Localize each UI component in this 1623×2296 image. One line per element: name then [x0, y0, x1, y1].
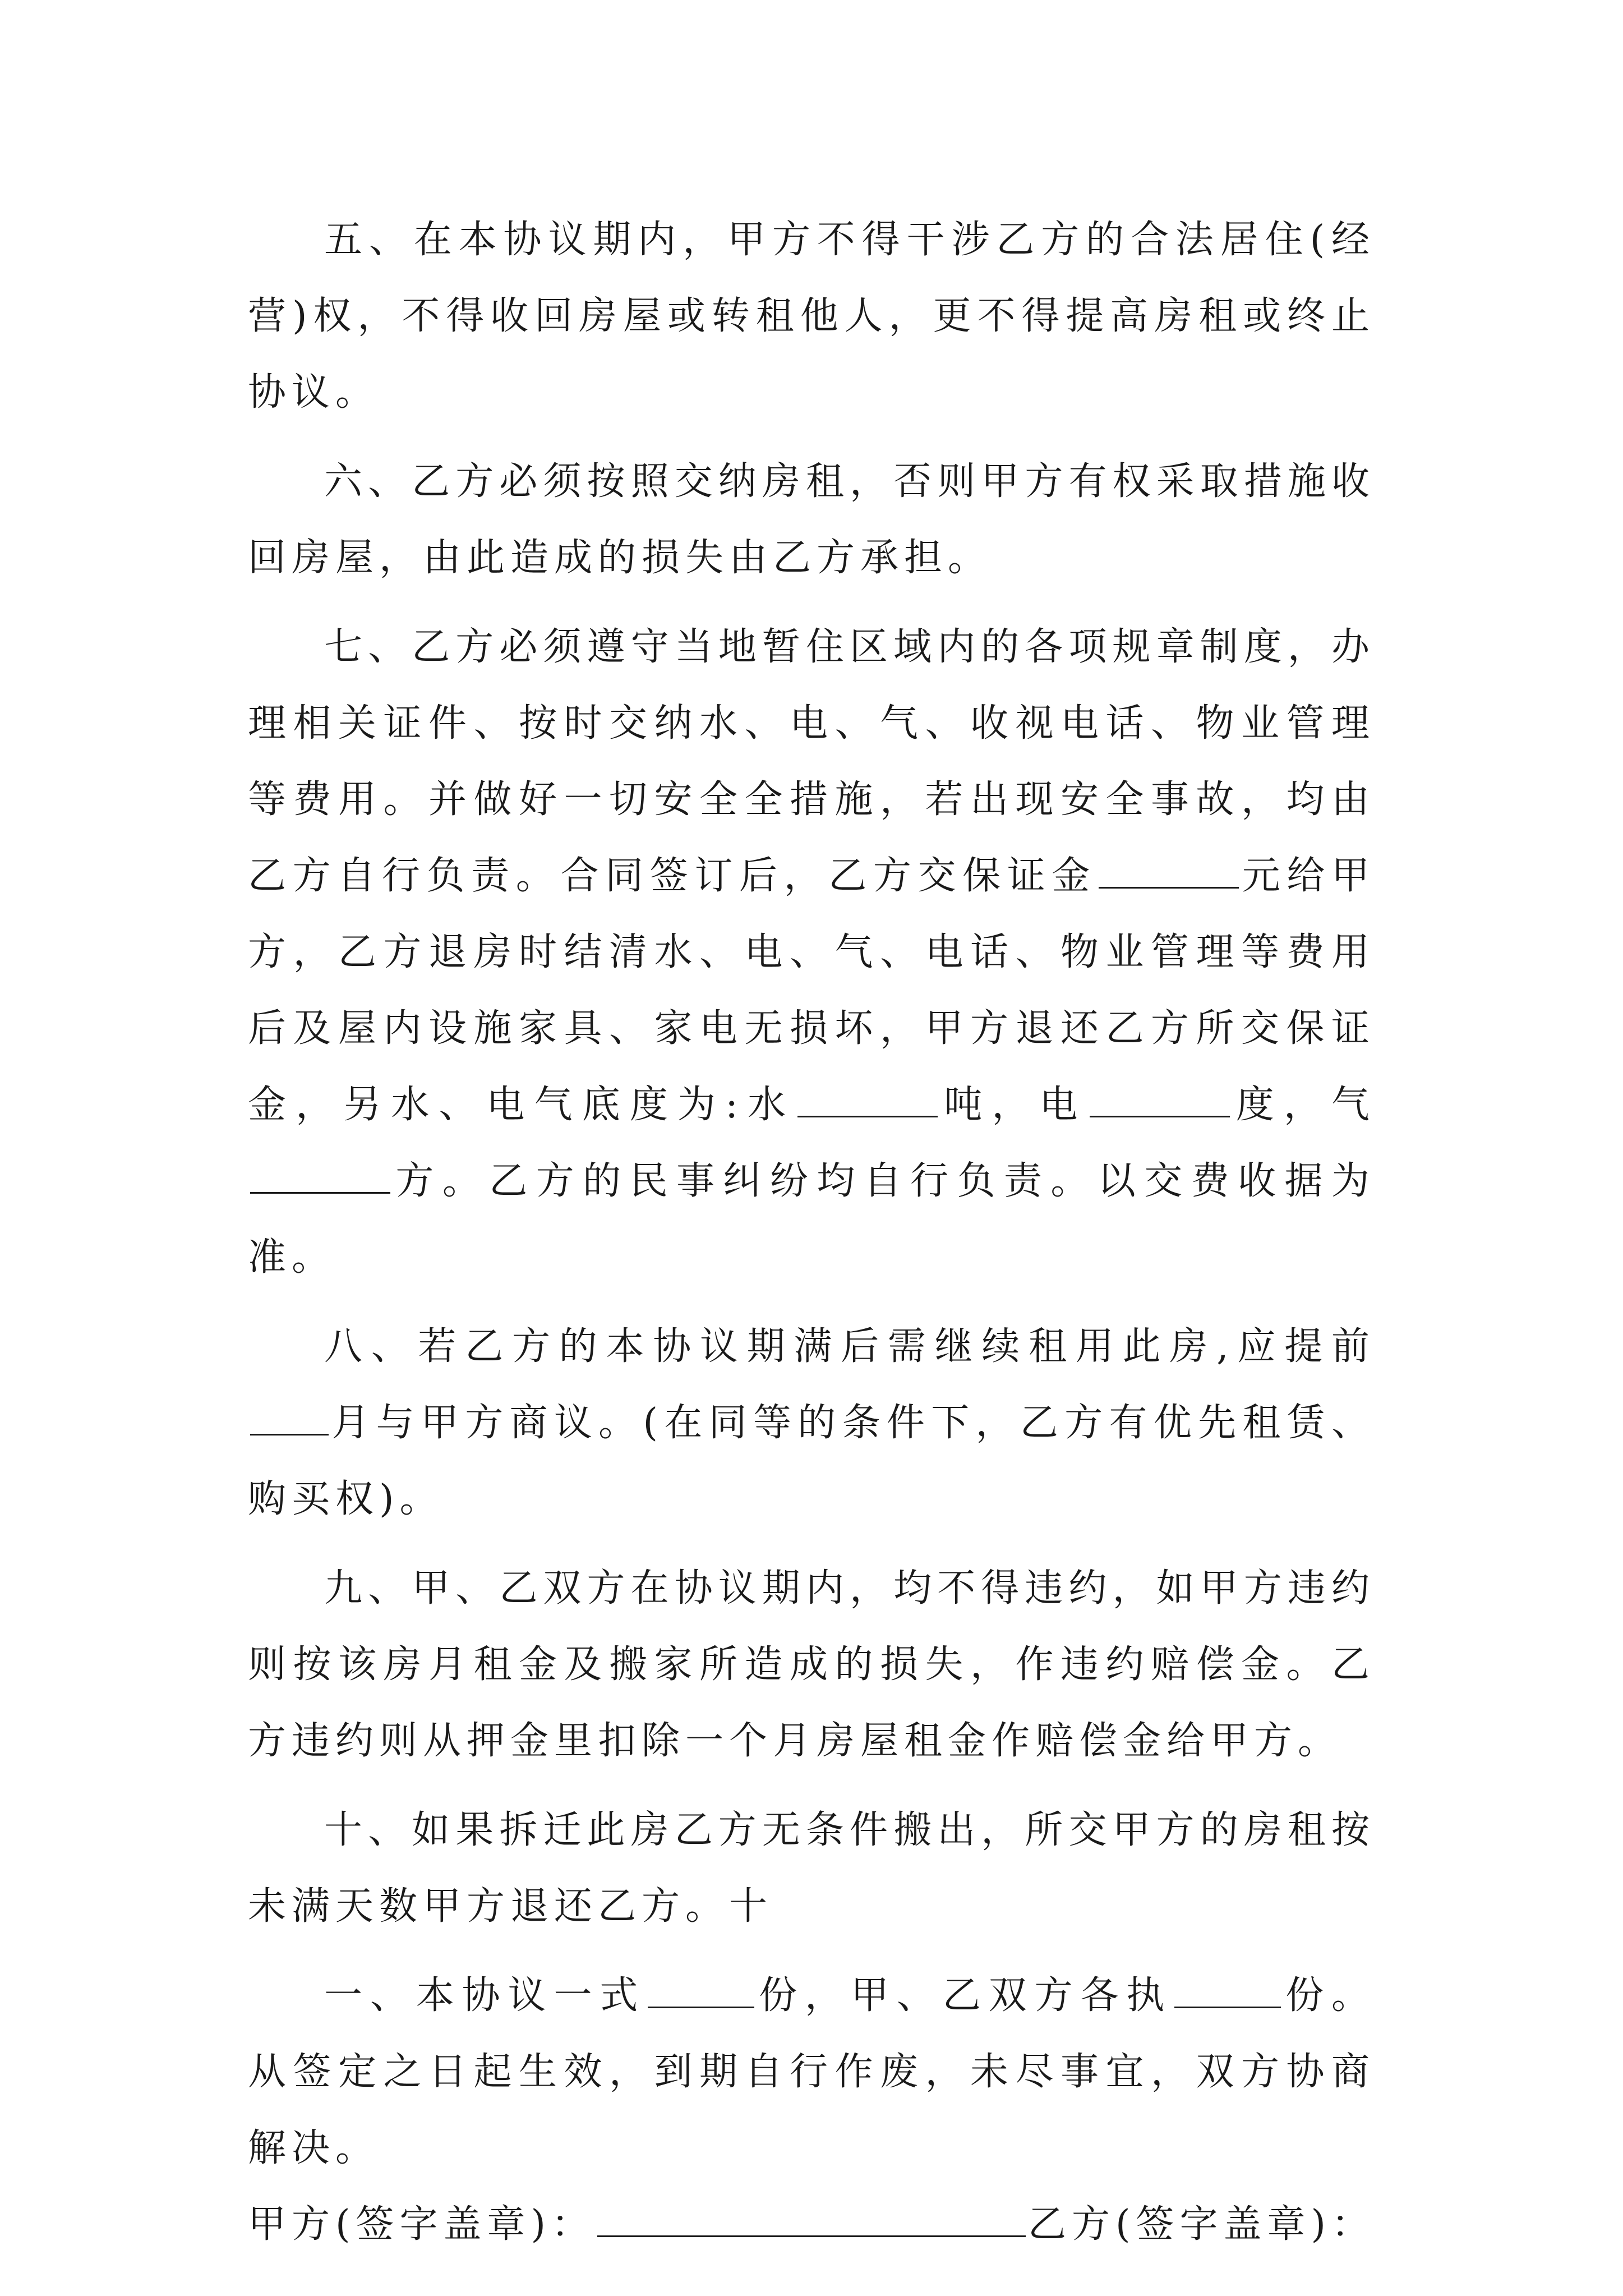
clause-8-text-b: 月与甲方商议。(在同等的条件下，乙方有优先租赁、购买权)。 [248, 1401, 1375, 1521]
clause-8-text-a: 八、若乙方的本协议期满后需继续租用此房,应提前 [324, 1324, 1375, 1369]
water-reading-blank [797, 1075, 938, 1117]
clause-8 [248, 1309, 1375, 1538]
clause-7-text-e: 方。乙方的民事纠纷均自行负责。以交费收据为准。 [248, 1159, 1375, 1280]
copies-total-blank [648, 1966, 754, 2008]
gas-reading-blank [250, 1152, 390, 1194]
party-b-signature-label: 乙方(签字盖章)： [1027, 2202, 1375, 2247]
signature-row [248, 2187, 1375, 2263]
clause-7-text-a: 七、乙方必须遵守当地暂住区域内的各项规章制度，办理相关证件、按时交纳水、电、气、收视电话、物业管理等费用。并做好一切安全全措施，若出现安全事故，均由乙方自行负责。合同签订后，乙方交保证金 [248, 625, 1375, 898]
clause-5-text: 五、在本协议期内，甲方不得干涉乙方的合法居住(经营)权，不得收回房屋或转租他人，更不得提高房租或终止协议。 [248, 218, 1375, 415]
party-a-signature-label: 甲方(签字盖章)： [248, 2202, 596, 2247]
notice-months-blank [250, 1393, 329, 1435]
clause-10 [248, 1792, 1375, 1945]
clause-9 [248, 1550, 1375, 1779]
party-a-signature-line[interactable] [597, 2195, 1026, 2237]
clause-7 [248, 609, 1375, 1296]
clause-6-text: 六、乙方必须按照交纳房租，否则甲方有权采取措施收回房屋，由此造成的损失由乙方承担。 [248, 459, 1375, 580]
electricity-reading-blank [1090, 1075, 1230, 1117]
clause-6 [248, 444, 1375, 596]
clause-7-text-b: 元给甲方，乙方退房时结清水、电、气、电话、物业管理等费用后及屋内设施家具、家电无损坏，甲方退还乙方所交保证金，另水、电气底度为:水 [248, 854, 1375, 1127]
clause-9-text: 九、甲、乙双方在协议期内，均不得违约，如甲方违约则按该房月租金及搬家所造成的损失，作违约赔偿金。乙方违约则从押金里扣除一个月房屋租金作赔偿金给甲方。 [248, 1566, 1375, 1763]
clause-11-text-b: 份，甲、乙双方各执 [757, 1973, 1173, 2018]
document-page [248, 202, 1375, 2263]
clause-7-text-c: 吨，电 [940, 1083, 1087, 1127]
clause-11 [248, 1958, 1375, 2187]
clause-11-text-a: 一、本协议一式 [324, 1973, 646, 2018]
deposit-blank [1099, 846, 1239, 889]
clause-11-text-c: 份。从签定之日起生效，到期自行作废，未尽事宜，双方协商解决。 [248, 1973, 1375, 2170]
clause-10-text: 十、如果拆迁此房乙方无条件搬出，所交甲方的房租按未满天数甲方退还乙方。十 [248, 1808, 1375, 1929]
clause-5 [248, 202, 1375, 431]
clause-7-text-d: 度，气 [1232, 1083, 1375, 1127]
copies-each-blank [1174, 1966, 1281, 2008]
